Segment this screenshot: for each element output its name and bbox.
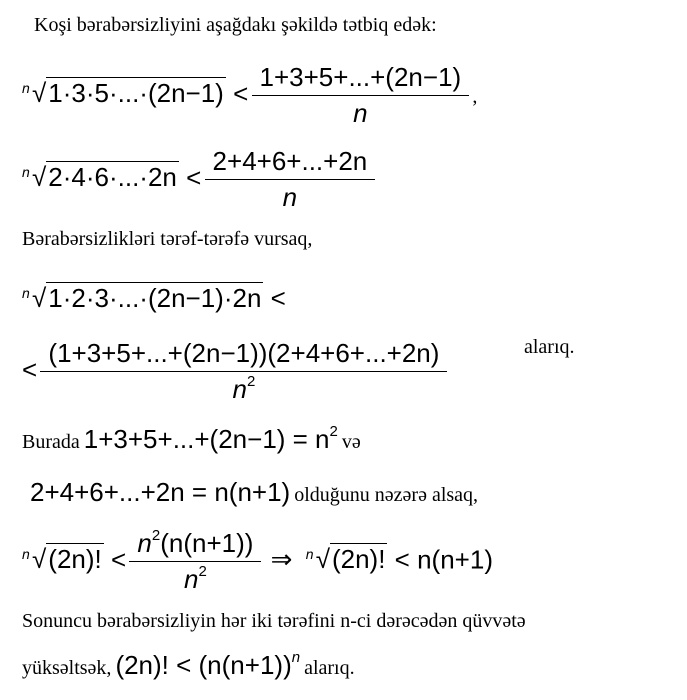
fraction-2 xyxy=(209,146,372,213)
burada-line xyxy=(22,424,361,455)
even-sum-line xyxy=(30,477,478,508)
radicand-2: 2·4·6·...·2n xyxy=(48,162,177,193)
alariq-text-2: alarıq. xyxy=(304,657,355,679)
sonuncu-text: Sonuncu bərabərsizliyin hər iki tərəfini n-ci dərəcədən qüvvətə xyxy=(22,610,526,632)
implies-arrow: ⇒ xyxy=(270,544,293,575)
equation-6 xyxy=(22,528,493,595)
burada-text: Burada xyxy=(22,431,80,453)
final-line xyxy=(22,650,355,681)
less-than: < xyxy=(270,283,286,313)
alariq-text-1: alarıq. xyxy=(524,336,575,358)
nezere-text: olduğunu nəzərə alsaq, xyxy=(294,484,479,506)
denominator-1: n xyxy=(252,95,470,129)
root-index: n xyxy=(22,546,30,563)
radical-sign: √ xyxy=(315,544,330,575)
intro-text: Koşi bərabərsizliyini aşağdakı şəkildə tətbiq edək: xyxy=(34,14,437,36)
denominator-6: $n^2$ xyxy=(129,561,261,595)
radicand-6a: (2n)! xyxy=(48,544,102,575)
radical-sign: √ xyxy=(32,162,47,193)
numerator-4: (1+3+5+...+(2n−1))(2+4+6+...+2n) xyxy=(48,338,440,368)
denominator-2: n xyxy=(205,179,376,213)
equation-2 xyxy=(22,146,371,213)
equation-4 xyxy=(22,338,443,405)
numerator-6: $n^2(n(n+1))$ xyxy=(137,527,254,558)
radicand-3: 1·2·3·...·(2n−1)·2n xyxy=(48,283,262,313)
root-index: n xyxy=(22,285,30,301)
sum-odd: 1+3+5+...+(2n−1) = n xyxy=(83,424,330,454)
yukseltsek-text: yüksəltsək, xyxy=(22,657,112,679)
fraction-1 xyxy=(256,62,466,129)
root-index: n xyxy=(22,164,30,181)
less-than: < xyxy=(22,354,38,385)
nth-root-1 xyxy=(22,78,226,109)
numerator-1: 1+3+5+...+(2n−1) xyxy=(259,62,462,92)
nth-root-3 xyxy=(22,283,263,314)
root-index: n xyxy=(305,546,314,563)
comma: , xyxy=(472,85,478,108)
root-index: n xyxy=(22,80,30,97)
fraction-6 xyxy=(133,528,257,595)
nth-root-2 xyxy=(22,162,179,193)
final-exponent: n xyxy=(291,649,301,666)
radicand-1: 1·3·5·...·(2n−1) xyxy=(48,78,224,109)
radical-sign: √ xyxy=(32,283,47,313)
radicand-6b: (2n)! xyxy=(331,544,386,575)
less-than: < xyxy=(394,544,410,575)
sum-even: 2+4+6+...+2n = n(n+1) xyxy=(30,477,291,507)
equation-1 xyxy=(22,62,477,129)
denominator-4: $n^2$ xyxy=(40,371,447,405)
multiply-text: Bərabərsizlikləri tərəf-tərəfə vursaq, xyxy=(22,228,313,250)
radical-sign: √ xyxy=(32,544,47,575)
less-than: < xyxy=(110,544,127,575)
less-than: < xyxy=(233,78,249,109)
less-than: < xyxy=(186,162,202,193)
nth-root-6a xyxy=(22,544,104,575)
rhs-6: n(n+1) xyxy=(417,544,493,575)
sum-odd-exp: 2 xyxy=(329,423,338,440)
radical-sign: √ xyxy=(32,78,47,109)
numerator-2: 2+4+6+...+2n xyxy=(212,146,368,176)
nth-root-6b xyxy=(306,544,388,575)
ve-text: və xyxy=(341,431,361,453)
final-inequality: (2n)! < (n(n+1)) xyxy=(115,650,292,680)
fraction-4 xyxy=(44,338,443,405)
equation-3 xyxy=(22,283,286,314)
